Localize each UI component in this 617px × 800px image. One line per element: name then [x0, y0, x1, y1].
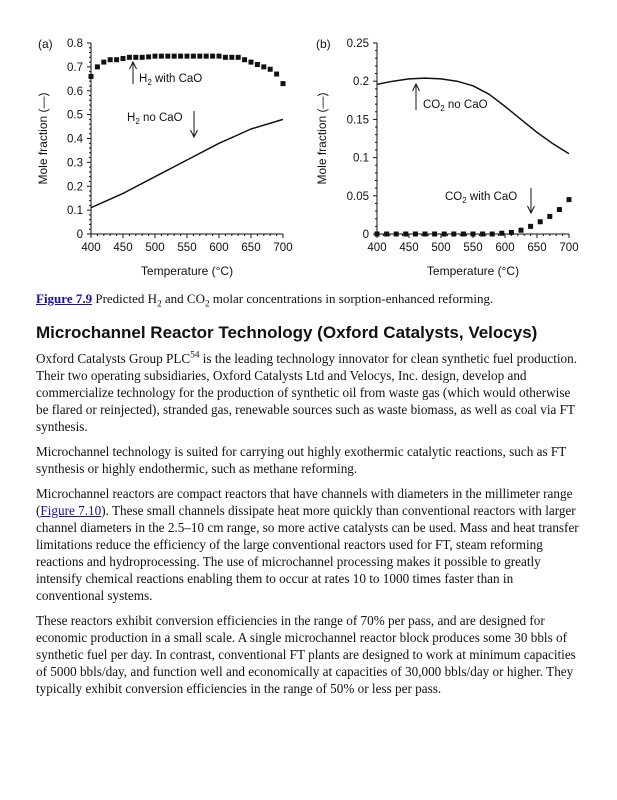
panel-a-y-axis-label: Mole fraction (—): [36, 92, 50, 185]
data-point: [114, 57, 119, 62]
panel-b-y-tick-label: 0.2: [353, 76, 369, 89]
panel-b-x-tick-label: 550: [463, 242, 483, 254]
panel-a-y-tick-label: 0.3: [67, 157, 83, 170]
figure-7-9-link[interactable]: Figure 7.9: [36, 291, 93, 306]
data-point: [509, 230, 514, 235]
caption-sub-2: 2: [204, 298, 210, 309]
p1-text-b: is the leading technology innovator for clean synthetic fuel production. Their two operating subsidiaries, Oxford Catalysts Ltd and Velocys, Inc. design, develop and commercialize technology for the production of synthetic oil from waste gas (which would otherwise be flared or reinjected), stranded gas, renewable sources such as waste biomass, as well as coal via FT synthesis.: [36, 351, 578, 434]
figure-caption: [36, 290, 596, 307]
panel-a-x-axis-label: Temperature (°C): [140, 264, 234, 278]
panel-b-x-tick-label: 500: [431, 242, 451, 254]
panel-a-y-tick-label: 0.8: [67, 38, 83, 50]
panel-b-x-axis-label: Temperature (°C): [426, 264, 520, 278]
data-point: [274, 72, 279, 77]
panel-a-y-tick-label: 0.1: [67, 205, 83, 218]
data-point: [547, 214, 552, 219]
panel-a-series-1-line: [91, 119, 283, 207]
data-point: [191, 54, 196, 59]
data-point: [471, 232, 476, 237]
data-point: [127, 55, 132, 60]
panel-a-y-tick-label: 0: [76, 229, 83, 241]
panel-b-y-tick-label: 0.15: [346, 114, 369, 127]
panel-b-annotation-0: $CO_2$ no CaO: [423, 99, 488, 113]
panel-a-y-tick-label: 0.5: [67, 109, 83, 122]
data-point: [499, 231, 504, 236]
data-point: [89, 74, 94, 79]
panel-b-annotation-arrow-0: [413, 84, 420, 110]
data-point: [159, 54, 164, 59]
data-point: [217, 54, 222, 59]
panel-b-x-tick-label: 700: [559, 242, 579, 254]
data-point: [210, 54, 215, 59]
data-point: [204, 54, 209, 59]
paragraph-4: These reactors exhibit conversion efficiencies in the range of 70% per pass, and are designed for economic production in a small scale. A single microchannel reactor block produces some 30 bbls of synthetic fuel per day. In contrast, conventional FT plants are designed to work at minimum capacities of 5000 bbls/day, and function well and economically at capacities of 30,000 bbls/day or higher. They typically exhibit conversion efficiencies in the range of 50% or less per pass.: [36, 613, 576, 696]
data-point: [197, 54, 202, 59]
paragraph-1: [36, 350, 584, 435]
figure-7-10-link[interactable]: Figure 7.10: [40, 503, 102, 518]
panel-b-x-tick-label: 650: [527, 242, 547, 254]
panel-b-y-tick-label: 0.25: [346, 38, 369, 50]
panel-b-y-tick-label: 0.1: [353, 152, 369, 165]
caption-text-2: and CO: [161, 291, 205, 306]
panel-a-x-tick-label: 450: [113, 242, 133, 254]
data-point: [261, 64, 266, 69]
panel-a-x-tick-label: 500: [145, 242, 165, 254]
caption-sub-1: 2: [157, 298, 162, 309]
panel-b-label: (b): [316, 37, 331, 51]
panel-a-x-tick-label: 650: [241, 242, 261, 254]
body-text: [36, 350, 584, 705]
reference-54: 54: [190, 349, 200, 360]
data-point: [461, 232, 466, 237]
panel-a-x-tick-label: 550: [177, 242, 197, 254]
data-point: [480, 232, 485, 237]
data-point: [451, 232, 456, 237]
panel-b-y-tick-label: 0.05: [346, 190, 369, 203]
data-point: [432, 232, 437, 237]
panel-a-y-tick-label: 0.2: [67, 181, 83, 194]
p3-text-b: ). These small channels dissipate heat more quickly than conventional reactors with larger channel diameters in the 2.5–10 cm range, so more active catalysts can be used. Mass and heat transfer limitations reduce the efficiency of the large conventional reactors used for FT, steam reforming reactions and hydroprocessing. The use of microchannel processing makes it possible to greatly intensify chemical reactions enabling them to occur at rates 10 to 1000 times faster than in conventional systems.: [36, 503, 579, 603]
data-point: [384, 232, 389, 237]
data-point: [413, 232, 418, 237]
data-point: [538, 219, 543, 224]
panel-a-y-tick-label: 0.4: [67, 133, 83, 146]
panel-b-annotation-arrow-1: [528, 188, 535, 213]
data-point: [223, 55, 228, 60]
p3-text-a: Microchannel reactors are compact reactors that have channels with diameters in the millimeter range (: [36, 486, 573, 518]
data-point: [519, 228, 524, 233]
panel-a-annotation-0: $H_2$ with CaO: [139, 73, 203, 87]
data-point: [121, 56, 126, 61]
panel-a-y-tick-label: 0.7: [67, 61, 83, 74]
panel-a-annotation-1: $H_2$ no CaO: [127, 112, 183, 126]
paragraph-2: Microchannel technology is suited for carrying out highly exothermic catalytic reactions, such as FT synthesis or highly endothermic, such as methane reforming.: [36, 444, 567, 476]
data-point: [140, 55, 145, 60]
data-point: [165, 54, 170, 59]
panel-a-x-tick-label: 700: [273, 242, 293, 254]
panel-a-y-tick-label: 0.6: [67, 85, 83, 98]
data-point: [557, 207, 562, 212]
data-point: [108, 57, 113, 62]
panel-b-x-tick-label: 400: [367, 242, 387, 254]
data-point: [242, 57, 247, 62]
data-point: [528, 224, 533, 229]
data-point: [375, 232, 380, 237]
panel-b-x-tick-label: 600: [495, 242, 515, 254]
figure-7-9: [0, 0, 617, 290]
data-point: [95, 64, 100, 69]
data-point: [249, 60, 254, 65]
data-point: [146, 54, 151, 59]
panel-a-x-tick-label: 600: [209, 242, 229, 254]
data-point: [403, 232, 408, 237]
panel-b-y-axis-label: Mole fraction (—): [315, 92, 329, 185]
data-point: [423, 232, 428, 237]
panel-b-series-1-markers: [375, 197, 572, 236]
caption-text-3: molar concentrations in sorption-enhanced reforming.: [209, 291, 494, 306]
data-point: [185, 54, 190, 59]
data-point: [394, 232, 399, 237]
panel-b-x-tick-label: 450: [399, 242, 419, 254]
panel-a-annotation-arrow-0: [130, 62, 137, 84]
data-point: [178, 54, 183, 59]
data-point: [153, 54, 158, 59]
panel-b-annotation-1: $CO_2$ with CaO: [445, 191, 518, 205]
data-point: [255, 62, 260, 67]
data-point: [236, 55, 241, 60]
data-point: [229, 55, 234, 60]
data-point: [133, 55, 138, 60]
panel-b-y-tick-label: 0: [362, 229, 369, 241]
data-point: [101, 60, 106, 65]
caption-text-1: Predicted H: [92, 291, 158, 306]
section-title: Microchannel Reactor Technology (Oxford Catalysts, Velocys): [36, 323, 538, 342]
p1-text-a: Oxford Catalysts Group PLC: [36, 351, 191, 366]
panel-a-annotation-arrow-1: [191, 111, 198, 137]
data-point: [567, 197, 572, 202]
data-point: [442, 232, 447, 237]
data-point: [490, 232, 495, 237]
paragraph-3: [36, 485, 584, 604]
data-point: [281, 81, 286, 86]
data-point: [172, 54, 177, 59]
data-point: [268, 67, 273, 72]
panel-a-x-tick-label: 400: [81, 242, 101, 254]
panel-a-label: (a): [38, 37, 53, 51]
panel-b-series-0-line: [377, 78, 569, 154]
